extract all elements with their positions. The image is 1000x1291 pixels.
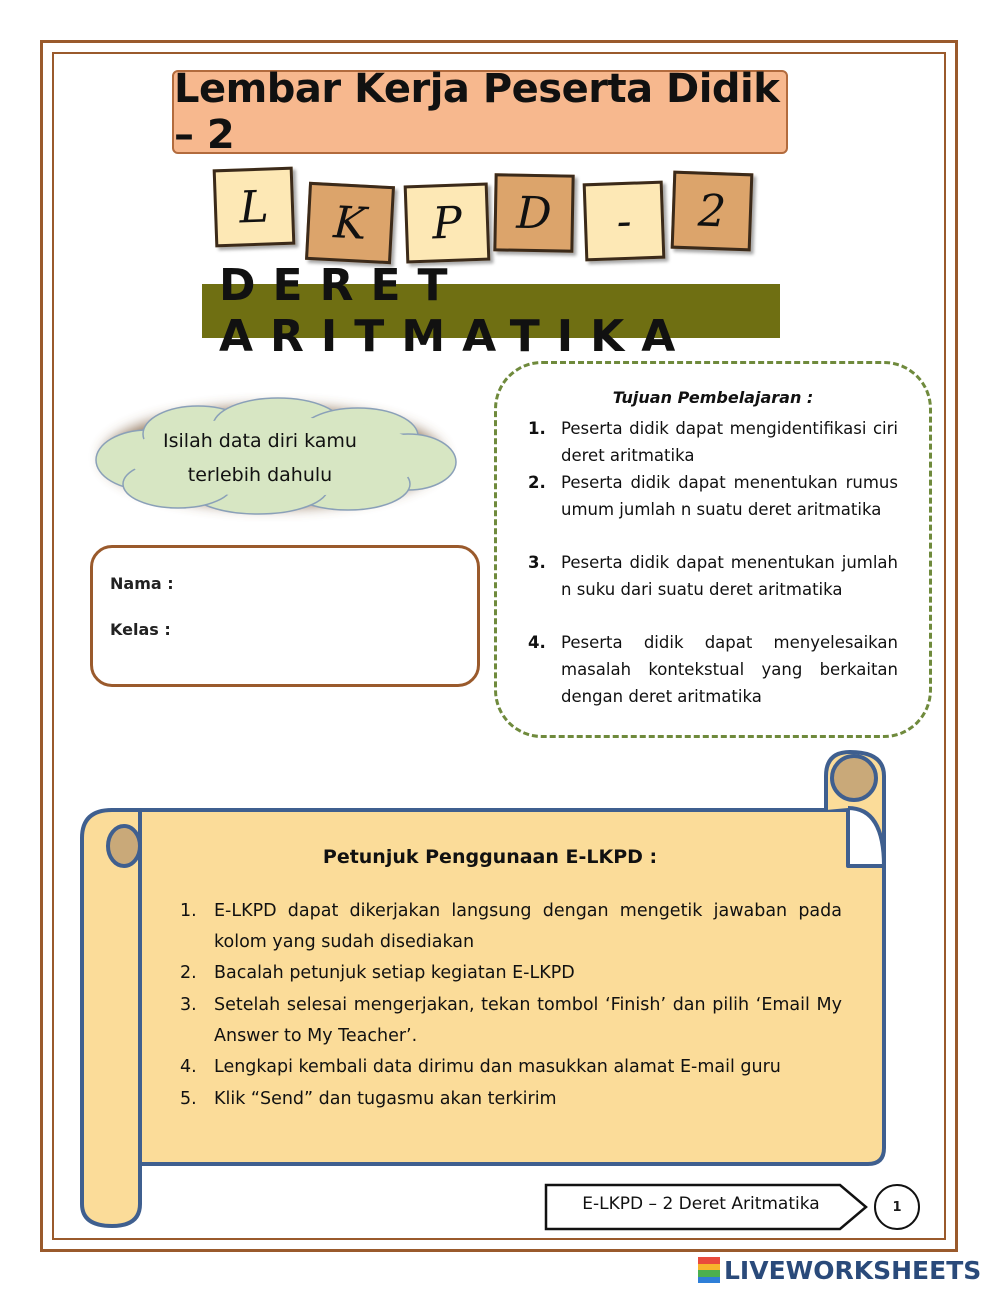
name-label: Nama : xyxy=(110,574,174,593)
goal-text: Peserta didik dapat menentukan jumlah n suku dari suatu deret aritmatika xyxy=(561,553,898,599)
goal-number: 2. xyxy=(528,473,546,492)
learning-goals-title: Tujuan Pembelajaran : xyxy=(612,388,814,407)
goal-number: 3. xyxy=(528,553,546,572)
title-banner xyxy=(172,66,788,158)
instruction-text: Klik “Send” dan tugasmu akan terkirim xyxy=(214,1089,557,1109)
tile-letter-k: K xyxy=(305,182,395,264)
instruction-item xyxy=(180,990,842,1052)
instruction-item xyxy=(180,896,842,958)
cloud-instruction xyxy=(120,424,400,492)
instruction-item xyxy=(180,1084,842,1115)
instructions-title: Petunjuk Penggunaan E-LKPD : xyxy=(322,846,658,868)
goal-text: Peserta didik dapat mengidentifikasi ciri deret aritmatika xyxy=(561,419,898,465)
instruction-number: 4. xyxy=(180,1057,197,1077)
instruction-number: 2. xyxy=(180,963,197,983)
student-identity-box xyxy=(90,545,480,687)
instruction-text: E-LKPD dapat dikerjakan langsung dengan mengetik jawaban pada kolom yang sudah disediakan xyxy=(214,901,842,952)
goal-item xyxy=(528,469,898,523)
instruction-item xyxy=(180,1052,842,1083)
goal-text: Peserta didik dapat menyelesaikan masalah kontekstual yang berkaitan dengan deret aritmatika xyxy=(561,633,898,706)
instruction-number: 3. xyxy=(180,995,197,1015)
instruction-number: 1. xyxy=(180,901,197,921)
class-label: Kelas : xyxy=(110,620,171,639)
page-number: 1 xyxy=(874,1184,920,1230)
tile-letter-l: L xyxy=(213,167,296,248)
instruction-text: Setelah selesai mengerjakan, tekan tombol ‘Finish’ dan pilih ‘Email My Answer to My Teacher’. xyxy=(214,995,842,1046)
page-title: Lembar Kerja Peserta Didik – 2 xyxy=(174,66,780,158)
topic-banner xyxy=(202,260,780,362)
tile-letter-p: P xyxy=(404,183,491,264)
goal-item xyxy=(528,549,898,603)
instruction-text: Bacalah petunjuk setiap kegiatan E-LKPD xyxy=(214,963,575,983)
brand-text: LIVEWORKSHEETS xyxy=(724,1255,982,1285)
goal-text: Peserta didik dapat menentukan rumus umum jumlah n suatu deret aritmatika xyxy=(561,473,898,519)
liveworksheets-logo xyxy=(698,1254,981,1286)
instruction-number: 5. xyxy=(180,1089,197,1109)
goal-item xyxy=(528,629,898,710)
topic-title: DERET ARITMATIKA xyxy=(219,260,693,362)
goal-item xyxy=(528,415,898,469)
tile-number-2: 2 xyxy=(671,171,754,252)
footer-document-label: E-LKPD – 2 Deret Aritmatika xyxy=(582,1194,820,1214)
goal-number: 4. xyxy=(528,633,546,652)
cloud-text-line-1: Isilah data diri kamu xyxy=(163,430,357,452)
tile-letter-d: D xyxy=(493,173,574,252)
cloud-text-line-2: terlebih dahulu xyxy=(187,464,333,486)
goal-number: 1. xyxy=(528,419,546,438)
instruction-text: Lengkapi kembali data dirimu dan masukkan alamat E-mail guru xyxy=(214,1057,781,1077)
instruction-item xyxy=(180,958,842,989)
scroll-shape xyxy=(78,748,890,1230)
tile-dash: - xyxy=(583,181,666,262)
brand-logo-icon xyxy=(698,1257,720,1283)
